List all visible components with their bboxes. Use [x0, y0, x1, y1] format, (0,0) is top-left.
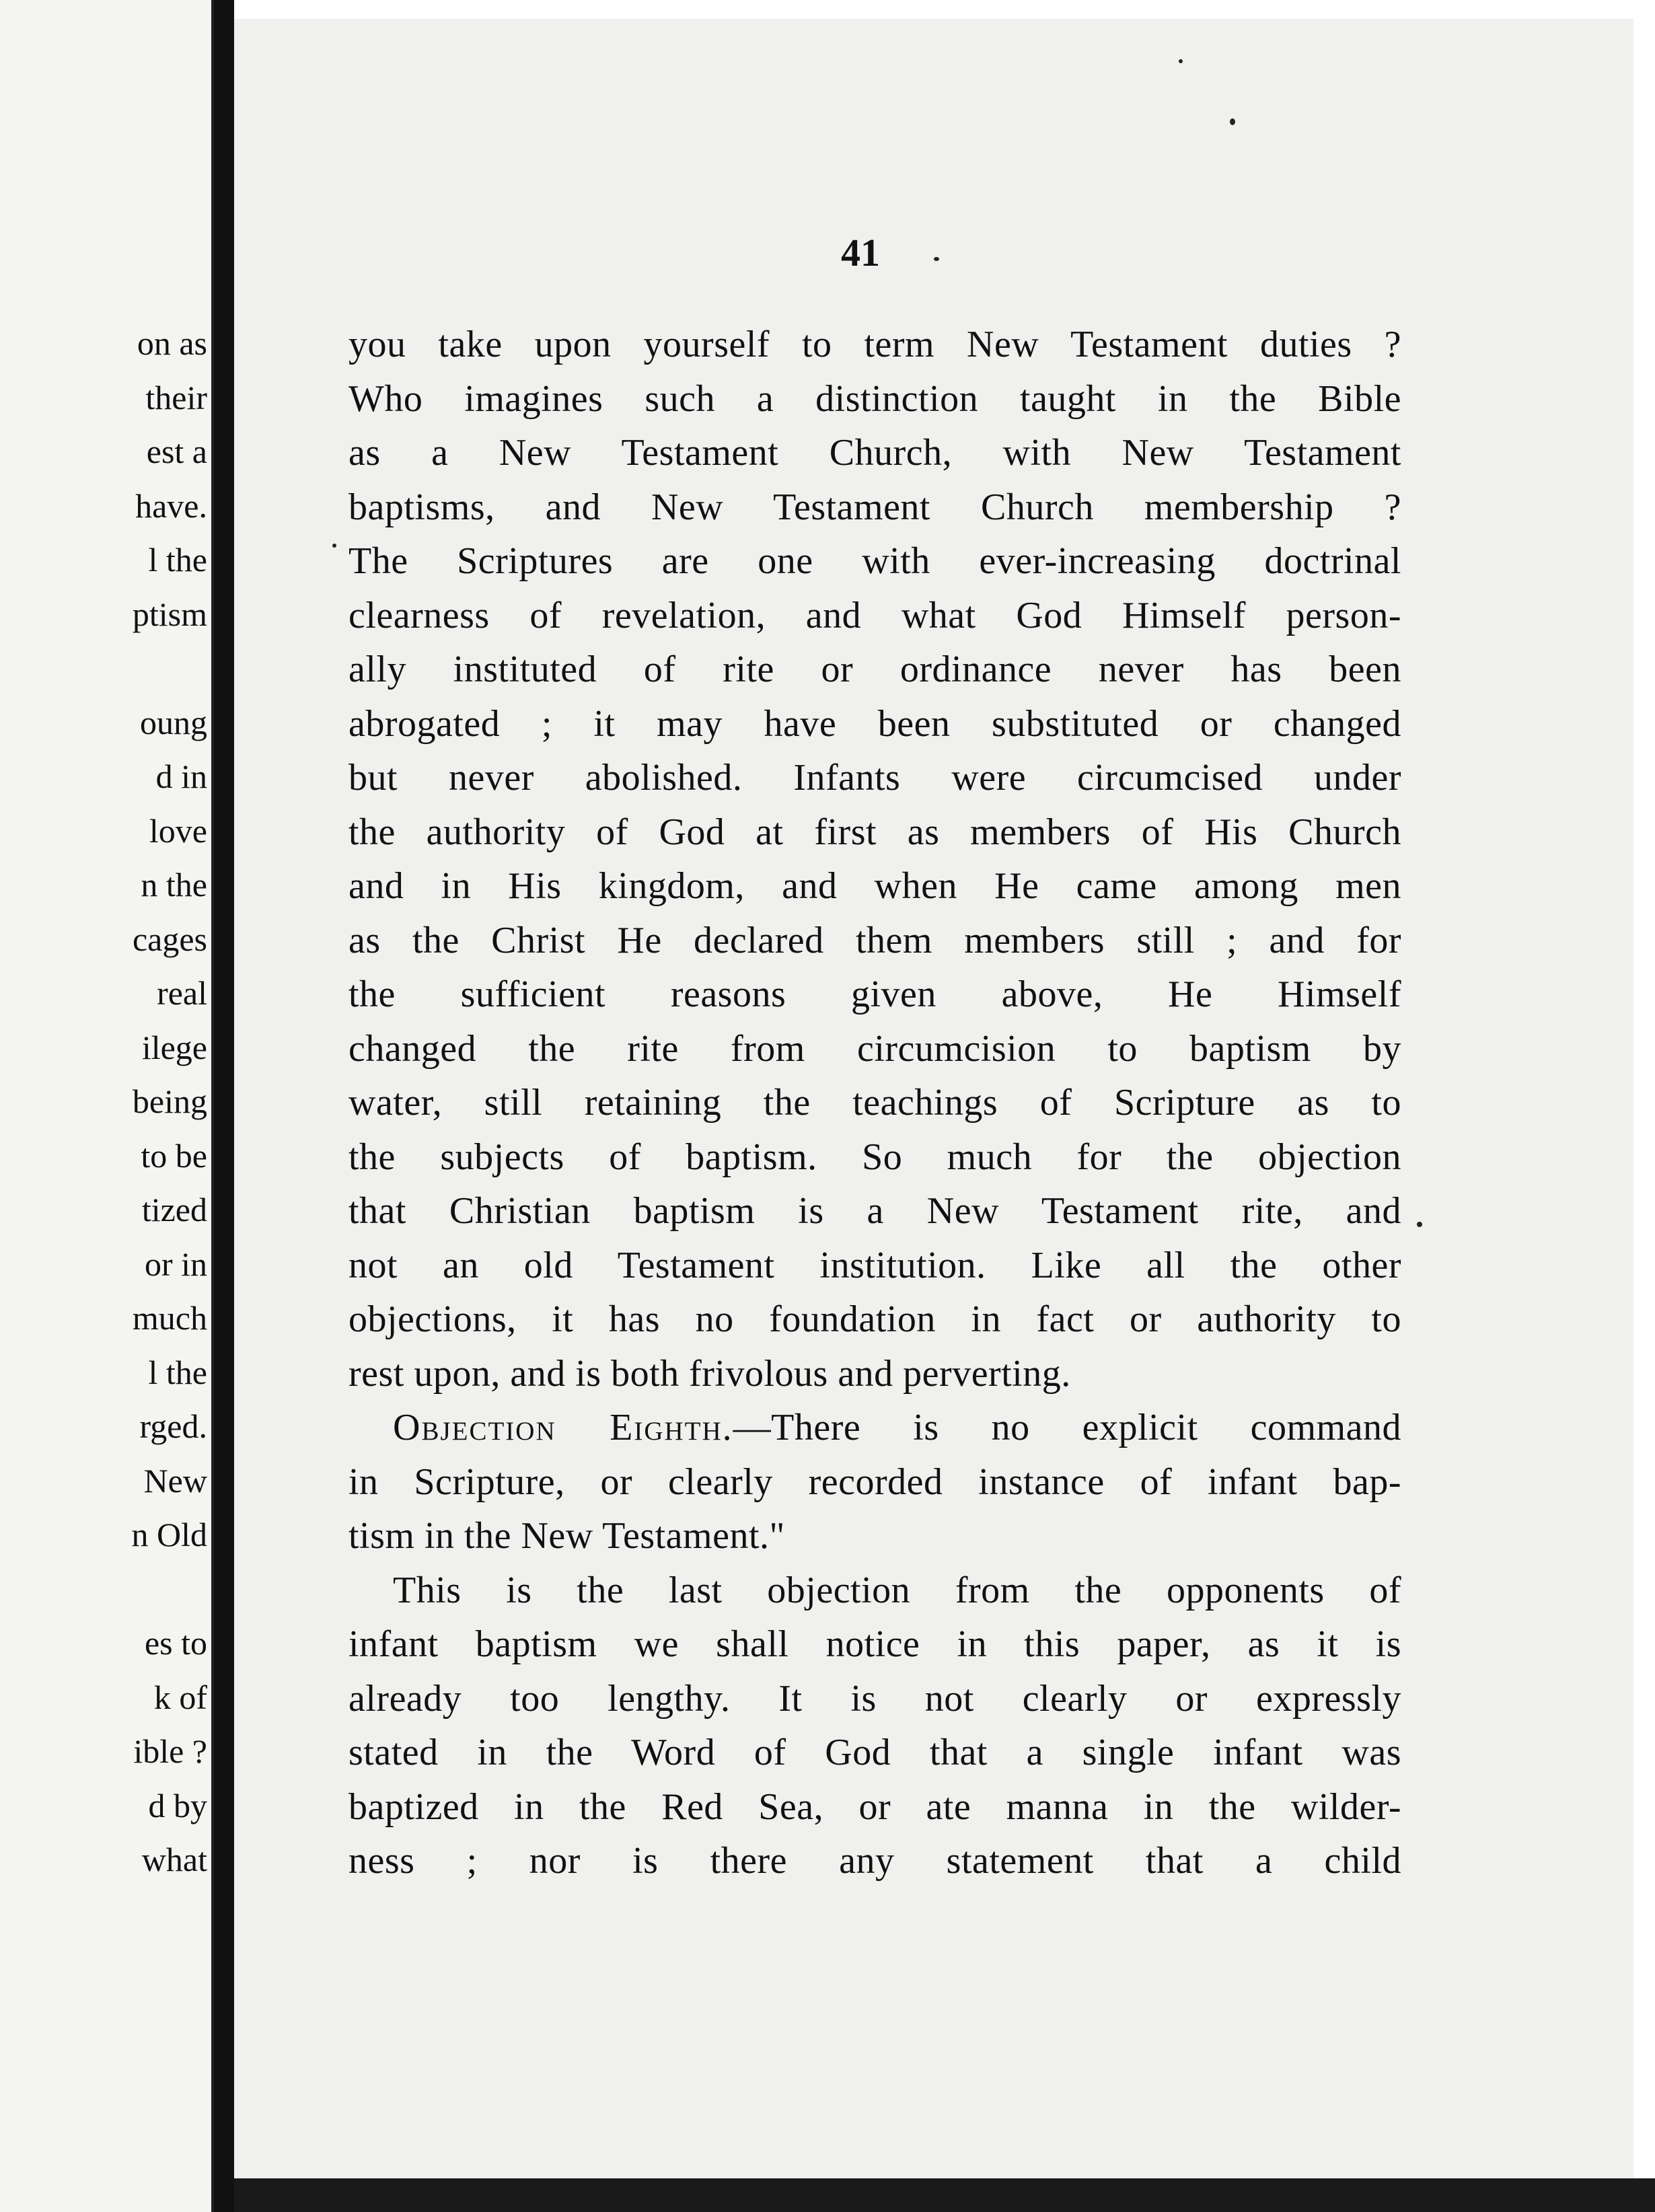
print-speck — [1230, 118, 1235, 125]
paragraph-last-objection — [348, 1563, 1401, 1888]
text-line: as the Christ He declared them members still ; and for — [348, 919, 1401, 961]
facing-page-line: or in — [144, 1245, 207, 1283]
facing-page-line: k of — [153, 1678, 207, 1716]
body-text — [348, 318, 1401, 1888]
objection-text: —There is no explicit command — [733, 1407, 1401, 1448]
facing-page-line: New — [143, 1461, 207, 1500]
facing-page-line: l the — [148, 1353, 207, 1391]
facing-page-line: ilege — [141, 1028, 207, 1066]
text-line: you take upon yourself to term New Testament duties ? — [348, 324, 1401, 365]
facing-page-line: oung — [140, 703, 207, 741]
text-line: but never abolished. Infants were circumcised under — [348, 757, 1401, 799]
facing-page-line: ible ? — [133, 1732, 207, 1770]
facing-page-line — [0, 1562, 207, 1617]
text-line: infant baptism we shall notice in this paper, as it is — [348, 1623, 1401, 1665]
text-line: water, still retaining the teachings of Scripture as to — [348, 1082, 1401, 1123]
text-line: the subjects of baptism. So much for the objection — [348, 1136, 1401, 1178]
facing-page-line: d in — [155, 758, 207, 795]
facing-page-line: what — [141, 1841, 207, 1878]
facing-page-line: love — [149, 811, 207, 850]
print-speck — [1179, 59, 1183, 63]
facing-page-fragment — [0, 0, 214, 2212]
facing-page-line: rged. — [139, 1407, 207, 1445]
text-line: baptisms, and New Testament Church membership ? — [348, 486, 1401, 528]
objection-heading: Objection Eighth. — [393, 1407, 733, 1448]
text-line: The Scriptures are one with ever-increasing doctrinal — [348, 540, 1401, 582]
page-top-edge — [234, 0, 1655, 19]
facing-page-text — [0, 316, 207, 1887]
text-line: tism in the New Testament." — [348, 1515, 785, 1557]
facing-page-line: es to — [144, 1624, 207, 1662]
facing-page-line: real — [157, 974, 207, 1012]
book-gutter — [214, 0, 234, 2212]
print-speck — [332, 544, 336, 548]
text-line: This is the last objection from the opponents of — [393, 1569, 1401, 1611]
print-speck — [934, 257, 939, 261]
print-speck — [1417, 1222, 1422, 1227]
text-line: already too lengthy. It is not clearly or expressly — [348, 1677, 1401, 1720]
text-line: stated in the Word of God that a single infant was — [348, 1732, 1401, 1773]
objection-paragraph — [348, 1455, 1401, 1563]
page-number: 41 — [841, 231, 880, 274]
text-line: clearness of revelation, and what God Himself person- — [348, 594, 1401, 636]
facing-page-line: l the — [148, 541, 207, 579]
facing-page-line: n Old — [131, 1516, 207, 1553]
text-line: ness ; nor is there any statement that a child — [348, 1840, 1401, 1882]
facing-page-line: much — [132, 1299, 207, 1337]
text-line: the authority of God at first as members of His Church — [348, 811, 1401, 853]
facing-page-line: est a — [146, 433, 207, 470]
text-line: objections, it has no foundation in fact or authority to — [348, 1298, 1401, 1340]
facing-page-line: on as — [137, 324, 207, 362]
text-line: abrogated ; it may have been substituted or changed — [348, 702, 1401, 745]
facing-page-line: d by — [148, 1786, 207, 1824]
page-bottom-shadow — [234, 2178, 1655, 2212]
facing-page-line: have. — [135, 486, 207, 525]
facing-page-line: tized — [141, 1191, 207, 1228]
facing-page-line — [0, 641, 207, 696]
text-line: in Scripture, or clearly recorded instance of infant bap- — [348, 1461, 1401, 1503]
objection-heading-line — [348, 1401, 1401, 1455]
facing-page-line: being — [132, 1082, 207, 1120]
text-line: the sufficient reasons given above, He Himself — [348, 973, 1401, 1015]
text-line: as a New Testament Church, with New Testament — [348, 432, 1401, 474]
text-line: rest upon, and is both frivolous and perverting. — [348, 1352, 1071, 1395]
text-line: ally instituted of rite or ordinance never has been — [348, 649, 1401, 690]
text-line: and in His kingdom, and when He came among men — [348, 865, 1401, 907]
text-line: Who imagines such a distinction taught in the Bible — [348, 377, 1401, 420]
text-line: baptized in the Red Sea, or ate manna in the wilder- — [348, 1785, 1401, 1828]
facing-page-line: to be — [141, 1136, 207, 1175]
text-line: not an old Testament institution. Like all the other — [348, 1244, 1401, 1286]
facing-page-line: their — [145, 378, 207, 416]
facing-page-line: cages — [132, 920, 207, 958]
paragraph-continued — [348, 318, 1401, 1401]
text-line: that Christian baptism is a New Testament rite, and — [348, 1190, 1401, 1232]
text-line: changed the rite from circumcision to baptism by — [348, 1027, 1401, 1070]
facing-page-line: n the — [141, 866, 207, 904]
facing-page-line: ptism — [132, 595, 207, 633]
